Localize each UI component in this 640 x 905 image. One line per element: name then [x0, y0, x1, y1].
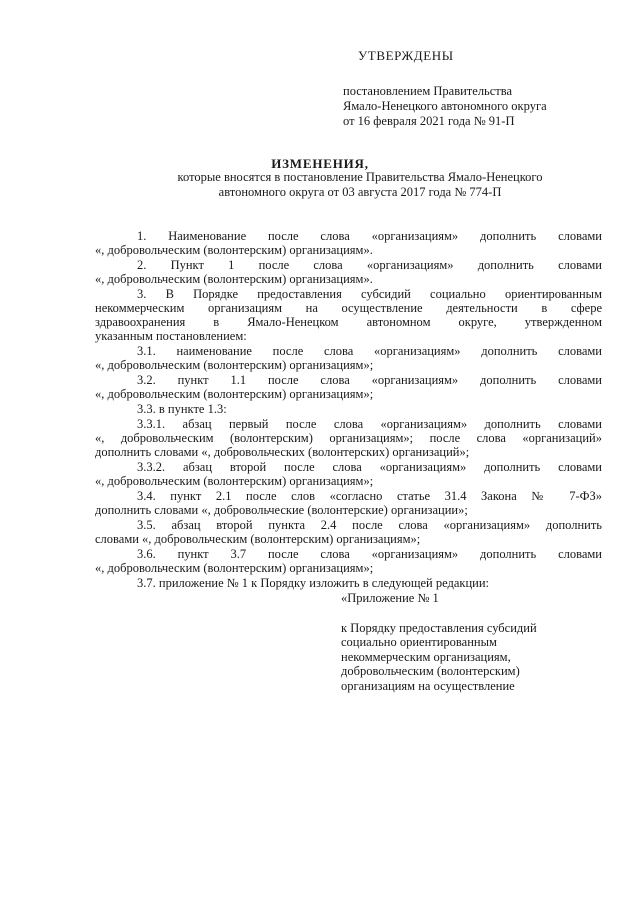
- paragraph-line: 3.6. пункт 3.7 после слова «организациям» дополнить словами: [137, 547, 602, 561]
- paragraph-line: 3.7. приложение № 1 к Порядку изложить в следующей редакции:: [137, 576, 489, 590]
- paragraph-line: 3.1. наименование после слова «организациям» дополнить словами: [137, 344, 602, 358]
- paragraph-line: 2. Пункт 1 после слова «организациям» дополнить словами: [137, 258, 602, 272]
- subtitle-line: автономного округа от 03 августа 2017 года № 774-П: [218, 185, 502, 199]
- paragraph-line: дополнить словами «, добровольческих (волонтерских) организаций»;: [95, 445, 470, 459]
- paragraph-line: дополнить словами «, добровольческие (волонтерские) организации»;: [95, 503, 468, 517]
- paragraph-p3-4: [95, 489, 602, 517]
- document-title: ИЗМЕНЕНИЯ,: [271, 156, 369, 171]
- appendix-line: организациям на осуществление: [341, 678, 515, 693]
- paragraph-line: «, добровольческим (волонтерским) организациям»;: [95, 387, 374, 401]
- paragraph-line: 3.3.1. абзац первый после слова «организациям» дополнить словами: [137, 417, 602, 431]
- paragraph-line: 3.3. в пункте 1.3:: [137, 402, 227, 416]
- paragraph-p3-6: [95, 547, 602, 575]
- paragraph-line: «, добровольческим (волонтерским) организациям»; после слова «организаций»: [95, 431, 602, 445]
- paragraph-line: «, добровольческим (волонтерским) организациям»;: [95, 474, 374, 488]
- approval-line: постановлением Правительства: [343, 84, 513, 98]
- approval-line: Ямало-Ненецкого автономного округа: [343, 99, 547, 113]
- paragraph-line: некоммерческим организациям на осуществление деятельности в сфере: [95, 301, 602, 315]
- paragraph-line: 1. Наименование после слова «организациям» дополнить словами: [137, 229, 602, 243]
- appendix-heading: [341, 591, 537, 693]
- paragraph-line: «, добровольческим (волонтерским) организациям»;: [95, 358, 374, 372]
- paragraph-line: здравоохранения в Ямало-Ненецком автономном округе, утвержденном: [95, 315, 602, 329]
- paragraph-line: «, добровольческим (волонтерским) организациям».: [95, 243, 373, 257]
- paragraph-line: 3.5. абзац второй пункта 2.4 после слова «организациям» дополнить: [137, 518, 602, 532]
- paragraph-p3-3-1: [95, 417, 602, 459]
- paragraph-p1: [95, 229, 602, 257]
- document-body: [95, 229, 602, 591]
- approval-heading: УТВЕРЖДЕНЫ: [358, 48, 454, 63]
- paragraph-line: 3.3.2. абзац второй после слова «организациям» дополнить словами: [137, 460, 602, 474]
- paragraph-line: 3.2. пункт 1.1 после слова «организациям» дополнить словами: [137, 373, 602, 387]
- paragraph-p3-1: [95, 344, 602, 372]
- paragraph-line: «, добровольческим (волонтерским) организациям».: [95, 272, 373, 286]
- paragraph-p3-2: [95, 373, 602, 401]
- appendix-line: некоммерческим организациям,: [341, 649, 511, 664]
- paragraph-p3: [95, 287, 602, 343]
- subtitle-line: которые вносятся в постановление Правительства Ямало-Ненецкого: [177, 170, 543, 184]
- paragraph-p2: [95, 258, 602, 286]
- paragraph-p3-5: [95, 518, 602, 546]
- paragraph-line: словами «, добровольческим (волонтерским) организациям»;: [95, 532, 421, 546]
- paragraph-p3-3: [95, 402, 602, 416]
- paragraph-line: «, добровольческим (волонтерским) организациям»;: [95, 561, 374, 575]
- appendix-line: добровольческим (волонтерским): [341, 664, 520, 678]
- appendix-title: «Приложение № 1: [341, 591, 439, 605]
- paragraph-line: 3. В Порядке предоставления субсидий социально ориентированным: [137, 287, 602, 301]
- appendix-line: социально ориентированным: [341, 635, 497, 649]
- appendix-line: к Порядку предоставления субсидий: [341, 620, 537, 635]
- paragraph-p3-3-2: [95, 460, 602, 488]
- approval-line: от 16 февраля 2021 года № 91-П: [343, 114, 515, 128]
- paragraph-line: указанным постановлением:: [95, 329, 247, 343]
- paragraph-line: 3.4. пункт 2.1 после слов «согласно статье 31.4 Закона № 7-ФЗ»: [137, 489, 602, 503]
- paragraph-p3-7: [95, 576, 602, 590]
- approval-block: [343, 84, 547, 129]
- document-subtitle: [122, 170, 598, 200]
